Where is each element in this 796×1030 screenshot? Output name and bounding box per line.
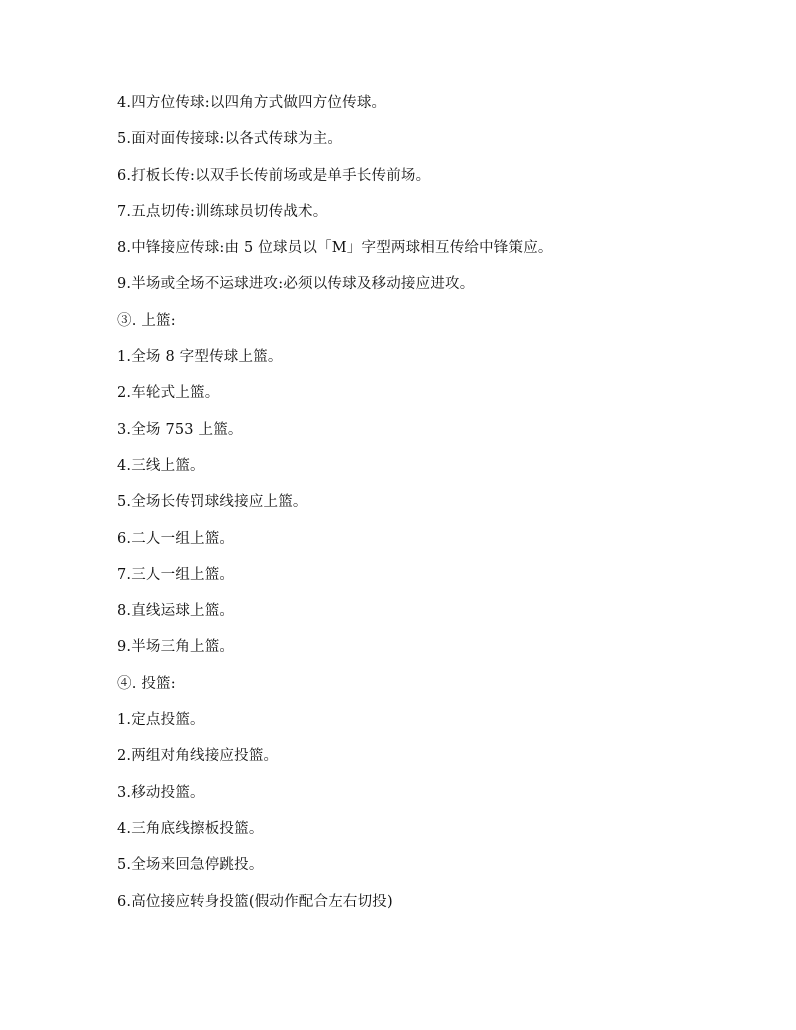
text-line: 1.全场 8 字型传球上篮。	[117, 349, 283, 366]
section-heading: ③. 上篮:	[117, 312, 176, 329]
text-line: 5.全场长传罚球线接应上篮。	[117, 494, 308, 511]
text-line: 2.两组对角线接应投篮。	[117, 748, 279, 765]
text-line: 7.五点切传:训练球员切传战术。	[117, 203, 328, 220]
text-line: 1.定点投篮。	[117, 712, 205, 729]
document-body	[117, 92, 757, 927]
text-line: 6.打板长传:以双手长传前场或是单手长传前场。	[117, 167, 431, 184]
text-line: 4.三线上篮。	[117, 457, 205, 474]
text-line: 9.半场或全场不运球进攻:必须以传球及移动接应进攻。	[117, 276, 475, 293]
text-line: 5.全场来回急停跳投。	[117, 857, 264, 874]
section-heading: ④. 投篮:	[117, 675, 176, 692]
text-line: 2.车轮式上篮。	[117, 385, 220, 402]
text-line: 5.面对面传接球:以各式传球为主。	[117, 131, 343, 148]
text-line: 6.二人一组上篮。	[117, 530, 235, 547]
text-line: 8.中锋接应传球:由 5 位球员以「M」字型两球相互传给中锋策应。	[117, 240, 553, 257]
text-line: 3.移动投篮。	[117, 784, 205, 801]
text-line: 8.直线运球上篮。	[117, 603, 235, 620]
text-line: 4.三角底线擦板投篮。	[117, 820, 264, 837]
text-line: 3.全场 753 上篮。	[117, 421, 243, 438]
text-line: 7.三人一组上篮。	[117, 566, 235, 583]
text-line: 4.四方位传球:以四角方式做四方位传球。	[117, 95, 387, 111]
text-line: 6.高位接应转身投篮(假动作配合左右切投)	[117, 893, 393, 910]
text-line: 9.半场三角上篮。	[117, 639, 235, 656]
